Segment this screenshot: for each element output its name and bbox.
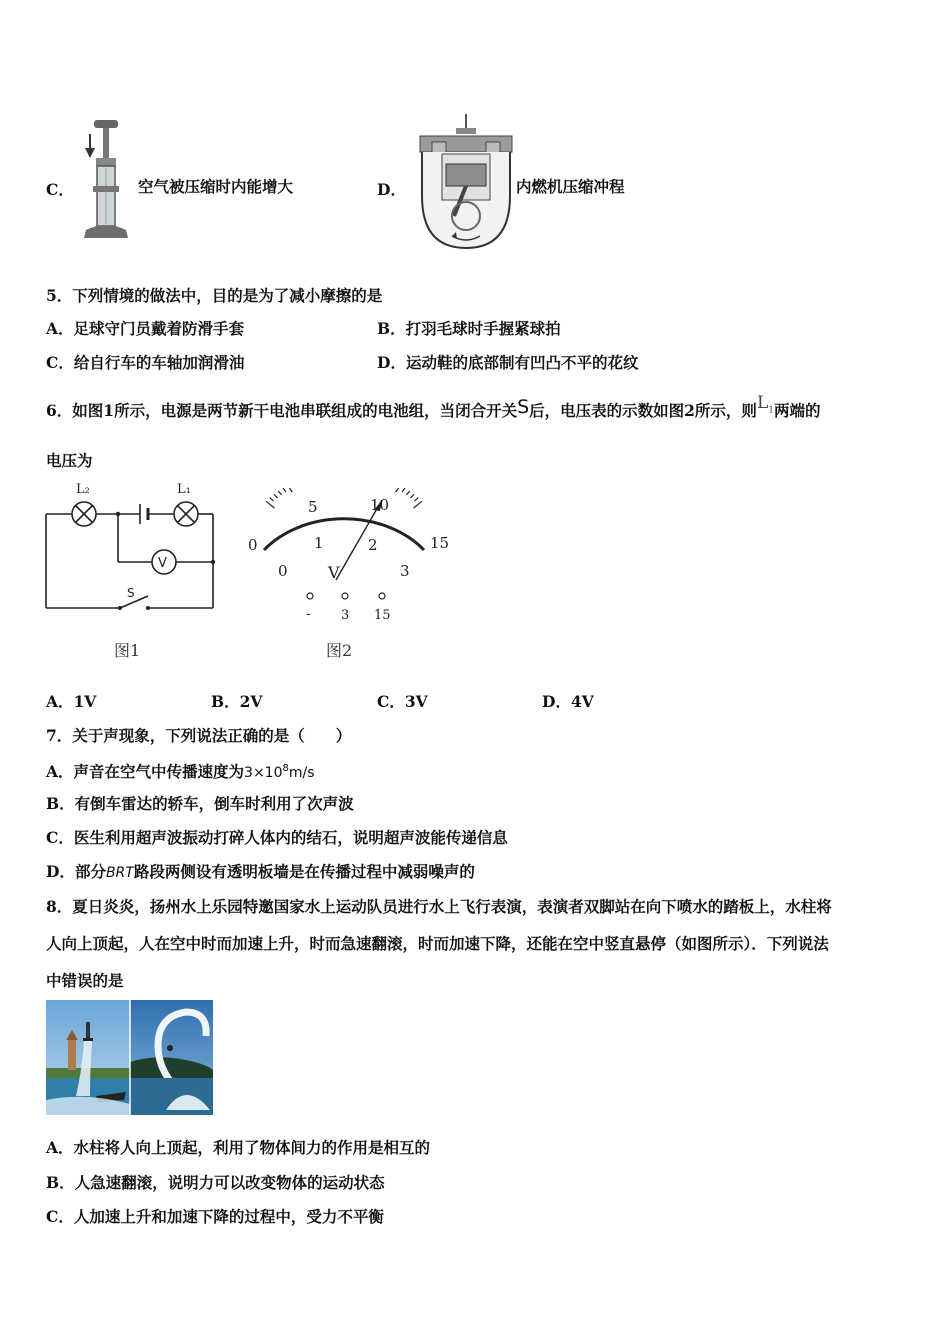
figure2-caption: 图2 — [326, 641, 353, 660]
speed-exponent: 8 — [282, 763, 289, 774]
dial-bottom-tick-3: 3 — [400, 562, 410, 580]
q7-option-b: B．有倒车雷达的轿车，倒车时利用了次声波 — [46, 794, 354, 813]
q6-option-a: A．1V — [46, 692, 97, 711]
dial-top-tick-15: 15 — [430, 534, 450, 552]
q7-option-d: D．部分BRT路段两侧设有透明板墙是在传播过程中减弱噪声的 — [46, 862, 475, 881]
q6-stem-part3: 两端的 — [773, 401, 821, 420]
switch-symbol: S — [517, 396, 530, 418]
q8-stem-line2: 人向上顶起，人在空中时而加速上升，时而急速翻滚，时而加速下降，还能在空中竖直悬停（如图所示）．下列说法 — [46, 934, 829, 953]
terminal-3: 3 — [341, 608, 350, 623]
q5-option-b: B．打羽毛球时手握紧球拍 — [377, 319, 561, 338]
dial-tick-mark — [266, 501, 275, 508]
lamp-l1-label: L₁ — [177, 482, 191, 497]
brt-text: BRT — [105, 865, 134, 881]
dial-tick-mark — [406, 491, 409, 495]
q7-stem: 7．关于声现象，下列说法正确的是（ ） — [46, 726, 352, 745]
air-pump-figure — [76, 112, 136, 248]
dial-tick-mark — [270, 498, 274, 501]
dial-tick-mark — [274, 494, 278, 498]
lamp-symbol: $L_1$ — [756, 393, 774, 416]
lamp-l2-label: L₂ — [76, 482, 90, 497]
dial-top-tick-5: 5 — [308, 498, 318, 516]
q6-stem-line2: 电压为 — [46, 451, 93, 470]
q4-option-c-text: 空气被压缩时内能增大 — [138, 177, 294, 196]
dial-tick-mark — [283, 488, 286, 492]
q5-stem: 5．下列情境的做法中，目的是为了减小摩擦的是 — [46, 286, 383, 305]
q8-stem-line3: 中错误的是 — [46, 971, 124, 990]
q8-option-c: C．人加速上升和加速下降的过程中，受力不平衡 — [46, 1207, 384, 1226]
dial-unit-v: V — [328, 563, 340, 582]
q6-stem-part1: 6．如图1所示，电源是两节新干电池串联组成的电池组，当闭合开关 — [46, 401, 518, 420]
terminal-15: 15 — [374, 608, 391, 623]
q6-stem-line1 — [46, 393, 821, 428]
dial-tick-mark — [414, 501, 423, 508]
dial-top-tick-0: 0 — [248, 536, 258, 554]
q4-option-c-label: C． — [46, 180, 74, 199]
dial-tick-mark — [278, 491, 281, 495]
q7-option-a: A．声音在空气中传播速度为$3\times 10^8m/s$ — [46, 762, 315, 782]
engine-compression-stroke-figure — [416, 112, 516, 252]
q5-option-d: D．运动鞋的底部制有凹凸不平的花纹 — [377, 353, 639, 372]
dial-tick-mark — [402, 488, 405, 492]
dial-tick-mark — [411, 494, 415, 498]
speed-unit: m/s — [288, 765, 315, 782]
speed-value: 3×10 — [244, 765, 283, 782]
dial-bottom-tick-0: 0 — [278, 562, 288, 580]
q4-option-d-label: D． — [377, 180, 406, 199]
water-flyboard-photo — [46, 1000, 213, 1115]
q6-stem-part2: 后，电压表的示数如图2所示，则 — [529, 401, 757, 420]
q7-option-c: C．医生利用超声波振动打碎人体内的结石，说明超声波能传递信息 — [46, 828, 508, 847]
voltmeter-label: V — [158, 556, 167, 571]
q6-option-d: D．4V — [542, 692, 594, 711]
voltmeter-dial-figure2 — [244, 488, 464, 628]
switch-label: S — [127, 586, 135, 600]
dial-bottom-tick-2: 2 — [368, 536, 378, 554]
dial-tick-mark — [415, 498, 419, 501]
q5-option-a: A．足球守门员戴着防滑手套 — [46, 319, 245, 338]
dial-top-tick-10: 10 — [370, 496, 390, 514]
dial-bottom-tick-1: 1 — [314, 534, 324, 552]
q5-option-c: C．给自行车的车轴加润滑油 — [46, 353, 245, 372]
dial-tick-mark — [396, 488, 401, 492]
dial-tick-mark — [288, 488, 293, 492]
q4-option-d-text: 内燃机压缩冲程 — [516, 177, 625, 196]
q6-option-b: B．2V — [211, 692, 263, 711]
q8-stem-line1: 8．夏日炎炎，扬州水上乐园特邀国家水上运动队员进行水上飞行表演，表演者双脚站在向下喷水的踏板上，水柱将 — [46, 897, 832, 916]
circuit-diagram-figure1 — [40, 474, 230, 619]
q8-option-b: B．人急速翻滚，说明力可以改变物体的运动状态 — [46, 1173, 385, 1192]
figure1-caption: 图1 — [114, 641, 141, 660]
terminal-negative: - — [306, 607, 311, 622]
q6-option-c: C．3V — [377, 692, 428, 711]
q8-option-a: A．水柱将人向上顶起，利用了物体间力的作用是相互的 — [46, 1138, 431, 1157]
